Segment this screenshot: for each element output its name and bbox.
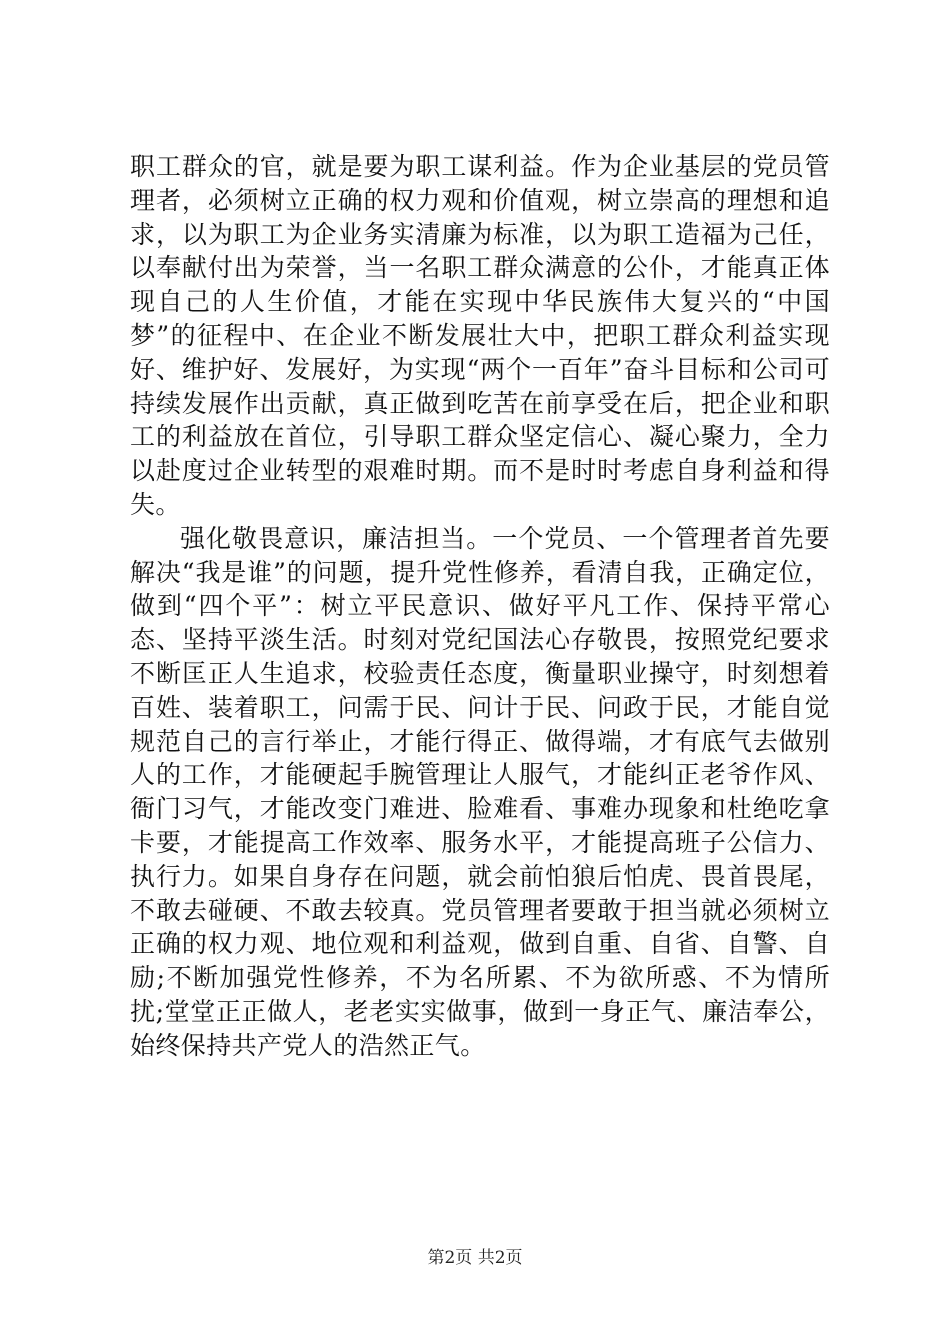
page-footer: 第2页 共2页 — [427, 1248, 523, 1268]
paragraph-continuation: 职工群众的官，就是要为职工谋利益。作为企业基层的党员管理者，必须树立正确的权力观和价值观，树立崇高的理想和追求，以为职工为企业务实清廉为标准，以为职工造福为己任，以奉献付出为荣誉，当一名职工群众满意的公仆，才能真正体现自己的人生价值，才能在实现中华民族伟大复兴的“中国梦”的征程中、在企业不断发展壮大中，把职工群众利益实现好、维护好、发展好，为实现“两个一百年”奋斗目标和公司可持续发展作出贡献，真正做到吃苦在前享受在后，把企业和职工的利益放在首位，引导职工群众坚定信心、凝心聚力，全力以赴度过企业转型的艰难时期。而不是时时考虑自身利益和得失。 — [130, 152, 830, 519]
paragraph-integrity: 强化敬畏意识，廉洁担当。一个党员、一个管理者首先要解决“我是谁”的问题，提升党性修养，看清自我，正确定位，做到“四个平”：树立平民意识、做好平凡工作、保持平常心态、坚持平淡生活。时刻对党纪国法心存敬畏，按照党纪要求不断匡正人生追求，校验责任态度，衡量职业操守，时刻想着百姓、装着职工，问需于民、问计于民、问政于民，才能自觉规范自己的言行举止，才能行得正、做得端，才有底气去做别人的工作，才能硬起手腕管理让人服气，才能纠正老爷作风、衙门习气，才能改变门难进、脸难看、事难办现象和杜绝吃拿卡要，才能提高工作效率、服务水平，才能提高班子公信力、执行力。如果自身存在问题，就会前怕狼后怕虎、畏首畏尾，不敢去碰硬、不敢去较真。党员管理者要敢于担当就必须树立正确的权力观、地位观和利益观，做到自重、自省、自警、自励;不断加强党性修养，不为名所累、不为欲所惑、不为情所扰;堂堂正正做人，老老实实做事，做到一身正气、廉洁奉公，始终保持共产党人的浩然正气。 — [130, 523, 830, 1060]
document-body — [130, 150, 830, 1063]
